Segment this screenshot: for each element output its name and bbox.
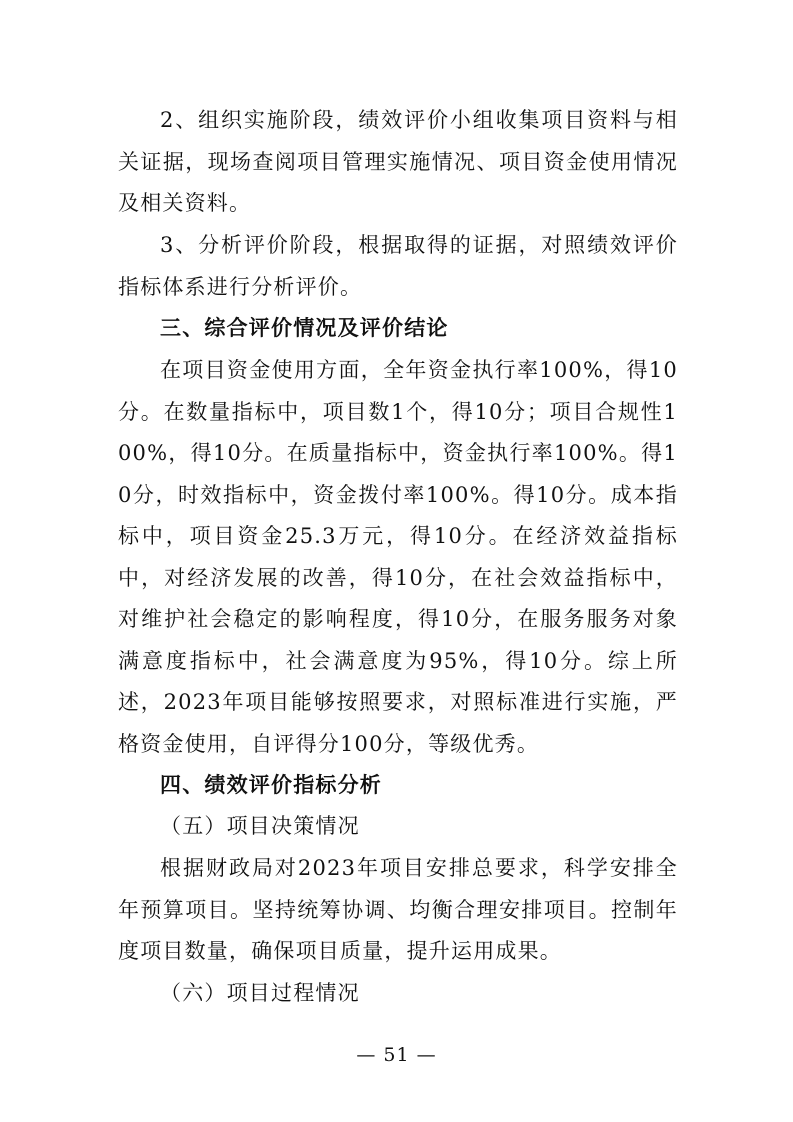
page-number: — 51 — [356, 1044, 437, 1066]
section-heading-comprehensive-evaluation: 三、综合评价情况及评价结论 [160, 316, 449, 340]
section-heading-indicator-analysis: 四、绩效评价指标分析 [160, 773, 382, 797]
paragraph-project-decision: 根据财政局对2023年项目安排总要求，科学安排全年预算项目。坚持统筹协调、均衡合理安排项目。控制年度项目数量，确保项目质量，提升运用成果。 [118, 856, 678, 963]
subheading-project-decision: （五）项目决策情况 [160, 814, 360, 838]
paragraph-analysis-stage: 3、分析评价阶段，根据取得的证据，对照绩效评价指标体系进行分析评价。 [118, 233, 678, 299]
subheading-project-process: （六）项目过程情况 [160, 981, 360, 1005]
paragraph-evaluation-conclusion: 在项目资金使用方面，全年资金执行率100%，得10分。在数量指标中，项目数1个，得10分；项目合规性100%，得10分。在质量指标中，资金执行率100%。得10分，时效指标中，资金拨付率100%。得10分。成本指标中，项目资金25.3万元，得10分。在经济效益指标中，对经济发展的改善，得10分，在社会效益指标中，对维护社会稳定的影响程度，得10分，在服务服务对象满意度指标中，社会满意度为95%，得10分。综上所述，2023年项目能够按照要求，对照标准进行实施，严格资金使用，自评得分100分，等级优秀。 [118, 358, 678, 756]
paragraph-implementation-stage: 2、组织实施阶段，绩效评价小组收集项目资料与相关证据，现场查阅项目管理实施情况、项目资金使用情况及相关资料。 [118, 108, 678, 215]
